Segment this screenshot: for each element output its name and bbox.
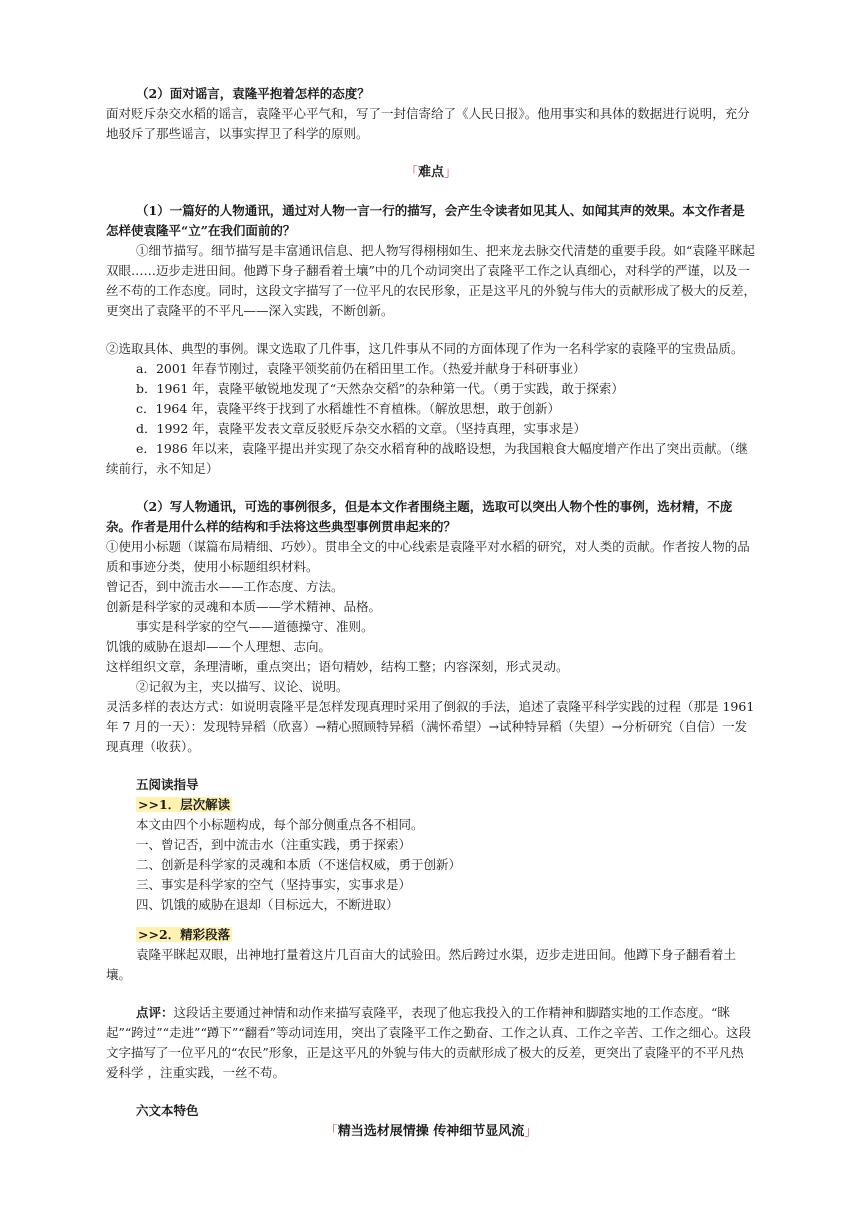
paragraph: 灵活多样的表达方式：如说明袁隆平是怎样发现真理时采用了倒叙的手法，追述了袁隆平科学实践的过程（那是 1961 年 7 月的一天）：发现特异稻（欣喜）→精心照顾特异稻（满怀希望）→试种特异稻（失望）→分析研究（自信）一发现真理（收获）。 bbox=[106, 699, 755, 754]
paragraph: ①细节描写。细节描写是丰富通讯信息、把人物写得栩栩如生、把来龙去脉交代清楚的重要手段。如“袁隆平眯起双眼……迈步走进田间。他蹲下身子翻看着土壤”中的几个动词突出了袁隆平工作之认真细心，对科学的严谨，以及一丝不苟的工作态度。同时，这段文字描写了一位平凡的农民形象，正是这平凡的外貌与伟大的贡献形成了极大的反差，更突出了袁隆平的不平凡——深入实践，不断创新。 bbox=[106, 243, 757, 318]
list-item: a．2001 年春节刚过，袁隆平领奖前仍在稻田里工作。（热爱并献身于科研事业） bbox=[136, 361, 586, 376]
list-item: 一、曾记否，到中流击水（注重实践，勇于探索） bbox=[136, 837, 412, 852]
list-item: e．1986 年以来，袁隆平提出并实现了杂交水稻育种的战略设想，为我国粮食大幅度增产作出了突出贡献。（继续前行，永不知足） bbox=[106, 441, 748, 476]
document-page bbox=[106, 84, 756, 1142]
list-item: 二、创新是科学家的灵魂和本质（不迷信权威，勇于创新） bbox=[136, 857, 462, 872]
comment-label: 点评： bbox=[136, 1005, 174, 1020]
features-title: 「精当选材展情操 传神细节显风流」 bbox=[325, 1123, 537, 1139]
answer-paragraph: 面对贬斥杂交水稻的谣言，袁隆平心平气和，写了一封信寄给了《人民日报》。他用事实和具体的数据进行说明，充分地驳斥了那些谣言，以事实捍卫了科学的原则。 bbox=[106, 106, 750, 141]
paragraph: 饥饿的威胁在退却——个人理想、志向。 bbox=[106, 639, 332, 654]
paragraph: 曾记否，到中流击水——工作态度、方法。 bbox=[106, 579, 344, 594]
excerpt-paragraph: 袁隆平眯起双眼，出神地打量着这片几百亩大的试验田。然后跨过水渠，迈步走进田间。他蹲下身子翻看着土壤。 bbox=[106, 947, 737, 982]
open-bracket-icon: 「 bbox=[325, 1123, 338, 1138]
paragraph: 本文由四个小标题构成，每个部分侧重点各不相同。 bbox=[136, 817, 424, 832]
comment-text: 这段话主要通过神情和动作来描写袁隆平，表现了他忘我投入的工作精神和脚踏实地的工作态度。“眯起”“跨过”“走进”“蹲下”“翻看”等动词连用，突出了袁隆平工作之勤奋、工作之认真、工作之辛苦、工作之细心。这段文字描写了一位平凡的“农民”形象，正是这平凡的外貌与伟大的贡献形成了极大的反差，更突出了袁隆平的不平凡热爱科学 ，注重实践，一丝不苟。 bbox=[106, 1005, 752, 1080]
section-heading-features: 六文本特色 bbox=[136, 1103, 199, 1118]
list-item: b．1961 年，袁隆平敏锐地发现了“天然杂交稻”的杂种第一代。（勇于实践，敢于探索） bbox=[136, 381, 624, 396]
close-bracket-icon: 」 bbox=[444, 164, 457, 179]
comment-paragraph bbox=[106, 1003, 756, 1083]
highlight-label: >>1．层次解读 bbox=[138, 797, 231, 812]
paragraph: ②记叙为主，夹以描写、议论、说明。 bbox=[136, 679, 349, 694]
highlight-label: >>2．精彩段落 bbox=[138, 927, 231, 942]
list-item: c．1964 年，袁隆平终于找到了水稻雄性不育植株。（解放思想，敢于创新） bbox=[136, 401, 561, 416]
list-item: d．1992 年，袁隆平发表文章反驳贬斥杂交水稻的文章。（坚持真理，实事求是） bbox=[136, 421, 587, 436]
question-title: （2）写人物通讯，可选的事例很多，但是本文作者围绕主题，选取可以突出人物个性的事例，选材精，不庞杂。作者是用什么样的结构和手法将这些典型事例贯串起来的？ bbox=[106, 499, 733, 534]
paragraph: 这样组织文章，条理清晰，重点突出；语句精妙，结构工整；内容深刻，形式灵动。 bbox=[106, 659, 569, 674]
question-title: （1）一篇好的人物通讯，通过对人物一言一行的描写，会产生令读者如见其人、如闻其声的效果。本文作者是怎样使袁隆平“立”在我们面前的？ bbox=[106, 203, 745, 238]
question-title: （2）面对谣言，袁隆平抱着怎样的态度？ bbox=[136, 86, 370, 101]
close-bracket-icon: 」 bbox=[524, 1123, 537, 1138]
open-bracket-icon: 「 bbox=[405, 164, 418, 179]
paragraph: ①使用小标题（谋篇布局精细、巧妙）。贯串全文的中心线索是袁隆平对水稻的研究，对人类的贡献。作者按人物的品质和事迹分类，使用小标题组织材料。 bbox=[106, 539, 750, 574]
list-item: 三、事实是科学家的空气（坚持事实，实事求是） bbox=[136, 877, 412, 892]
section-heading-reading: 五阅读指导 bbox=[136, 777, 199, 792]
paragraph: 事实是科学家的空气——道德操守、准则。 bbox=[136, 619, 374, 634]
section-heading-difficulty: 「难点」 bbox=[405, 164, 457, 180]
paragraph: ②选取具体、典型的事例。课文选取了几件事，这几件事从不同的方面体现了作为一名科学家的袁隆平的宝贵品质。 bbox=[106, 341, 744, 356]
paragraph: 创新是科学家的灵魂和本质——学术精神、品格。 bbox=[106, 599, 382, 614]
list-item: 四、饥饿的威胁在退却（目标远大，不断进取） bbox=[136, 897, 399, 912]
